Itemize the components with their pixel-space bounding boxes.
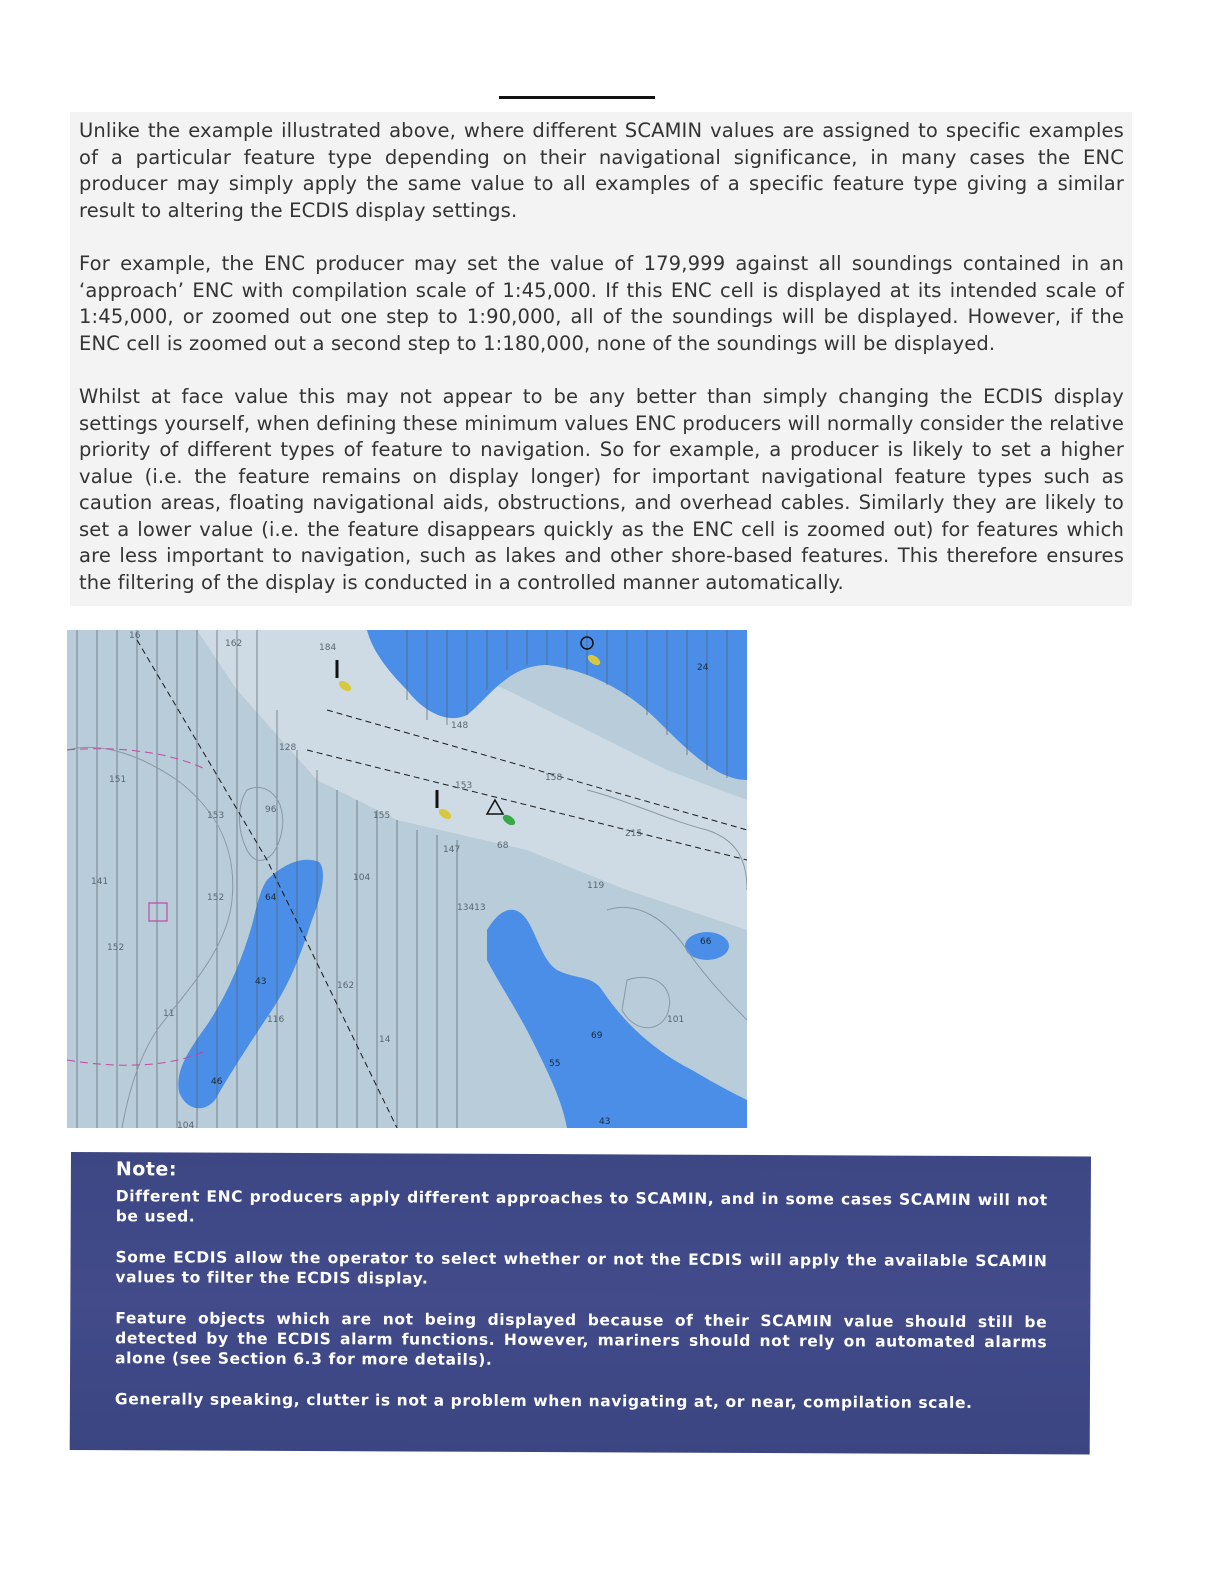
note-box [70, 1152, 1091, 1454]
sounding-label: 153 [207, 811, 225, 821]
sounding-label: 119 [587, 881, 605, 891]
sounding-label: 155 [373, 811, 391, 821]
sounding-label: 152 [207, 893, 225, 903]
sounding-label: 162 [225, 639, 243, 649]
sounding-label: 66 [700, 937, 712, 947]
sounding-label: 162 [337, 981, 355, 991]
sounding-label: 101 [667, 1015, 685, 1025]
note-paragraph-3: Feature objects which are not being displayed because of their SCAMIN value should still be detected by the ECDIS alarm functions. However, mariners should not rely on automated alarms alone (see Section 6.3 for more details). [115, 1309, 1048, 1369]
sounding-label: 24 [697, 663, 709, 673]
sounding-label: 148 [451, 721, 469, 731]
top-rule [499, 96, 655, 99]
sounding-label: 153 [455, 781, 473, 791]
sounding-label: 141 [91, 877, 109, 887]
sounding-label: 55 [549, 1059, 561, 1069]
sounding-label: 104 [177, 1121, 195, 1128]
sounding-label: 215 [625, 829, 643, 839]
sounding-label: 16 [129, 631, 141, 641]
enc-chart-image [67, 630, 747, 1128]
sounding-label: 96 [265, 805, 277, 815]
note-paragraph-4: Generally speaking, clutter is not a problem when navigating at, or near, compilation scale. [114, 1390, 973, 1412]
sounding-label: 116 [267, 1015, 285, 1025]
sounding-label: 11 [163, 1009, 175, 1019]
sounding-label: 128 [279, 743, 297, 753]
sounding-label: 68 [497, 841, 509, 851]
sounding-label: 43 [255, 977, 267, 987]
note-paragraph-2: Some ECDIS allow the operator to select whether or not the ECDIS will apply the available SCAMIN values to filter the ECDIS display. [115, 1248, 1048, 1288]
paragraph-2: For example, the ENC producer may set the value of 179,999 against all soundings contained in an ‘approach’ ENC with compilation scale of 1:45,000. If this ENC cell is displayed at its intended scale of 1:45,000, or zoomed out one step to 1:90,000, all of the soundings will be displayed. However, if the ENC cell is zoomed out a second step to 1:180,000, none of the soundings will be displayed. [79, 252, 1124, 355]
sounding-label: 14 [379, 1035, 391, 1045]
paragraph-3: Whilst at face value this may not appear to be any better than simply changing the ECDIS display settings yourself, when defining these minimum values ENC producers will normally consider the relative priority of different types of feature to navigation. So for example, a producer is likely to set a higher value (i.e. the feature remains on display longer) for important navigational feature types such as caution areas, floating navigational aids, obstructions, and overhead cables. Similarly they are likely to set a lower value (i.e. the feature disappears quickly as the ENC cell is zoomed out) for features which are less important to navigation, such as lakes and other shore-based features. This therefore ensures the filtering of the display is conducted in a controlled manner automatically. [79, 385, 1124, 594]
sounding-label: 151 [109, 775, 127, 785]
sounding-label: 69 [591, 1031, 603, 1041]
sounding-label: 46 [211, 1077, 223, 1087]
sounding-label: 158 [545, 773, 563, 783]
sounding-label: 147 [443, 845, 461, 855]
sounding-label: 152 [107, 943, 125, 953]
sounding-label: 43 [599, 1117, 611, 1127]
sounding-label: 104 [353, 873, 371, 883]
note-paragraph-1: Different ENC producers apply different approaches to SCAMIN, and in some cases SCAMIN will not be used. [115, 1187, 1048, 1226]
paragraph-1: Unlike the example illustrated above, where different SCAMIN values are assigned to specific examples of a particular feature type depending on their navigational significance, in many cases the ENC producer may simply apply the same value to all examples of a specific feature type giving a similar result to altering the ECDIS display settings. [79, 119, 1124, 222]
sounding-label: 64 [265, 893, 277, 903]
sounding-label: 13413 [457, 903, 486, 913]
note-title: Note: [115, 1158, 178, 1181]
sounding-label: 184 [319, 643, 337, 653]
